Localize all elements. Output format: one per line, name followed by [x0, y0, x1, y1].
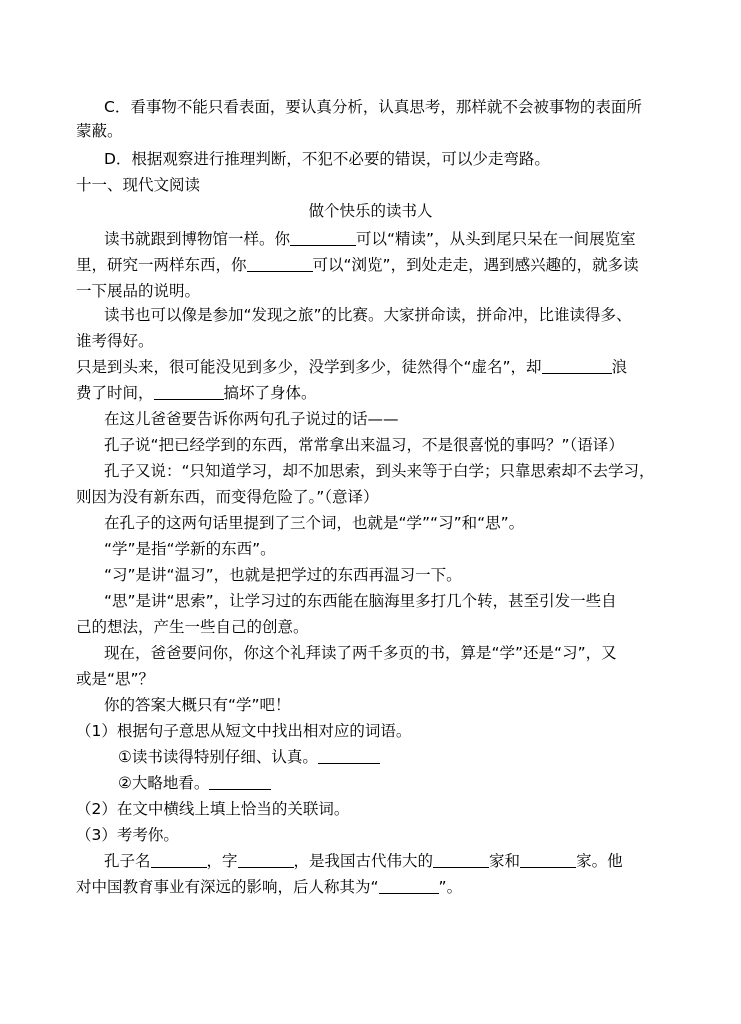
paragraph-4: 孔子说“把已经学到的东西，常常拿出来温习，不是很喜悦的事吗？”（语译）	[104, 436, 624, 454]
paragraph-8: “习”是讲“温习”，也就是把学过的东西再温习一下。	[104, 566, 462, 584]
option-c-line1: C．看事物不能只看表面，要认真分析，认真思考，那样就不会被事物的表面所	[104, 98, 642, 116]
question-3-stem: （3）考考你。	[76, 826, 179, 844]
paragraph-2-line2: 谁考得好。	[76, 332, 154, 350]
paragraph-5-line1: 孔子又说：“只知道学习，却不加思索，到头来等于白学；只靠思索却不去学习，	[104, 462, 655, 480]
blank-4[interactable]	[154, 383, 224, 400]
paragraph-10-line1: 现在，爸爸要问你，你这个礼拜读了两千多页的书，算是“学”还是“习”，又	[104, 644, 617, 662]
paragraph-2-line1: 读书也可以像是参加“发现之旅”的比赛。大家拼命读，拼命冲，比谁读得多、	[104, 306, 632, 324]
paragraph-2-line4: 费了时间， 搞坏了身体。	[76, 384, 317, 402]
article-title: 做个快乐的读书人	[308, 202, 433, 220]
paragraph-6: 在孔子的这两句话里提到了三个词，也就是“学”“习”和“思”。	[104, 514, 525, 532]
answer-blank-title[interactable]	[379, 877, 439, 894]
blank-2[interactable]	[247, 255, 313, 272]
section-heading: 十一、现代文阅读	[76, 176, 201, 194]
question-2: （2）在文中横线上填上恰当的关联词。	[76, 800, 350, 818]
paragraph-1-line2: 里，研究一两样东西，你 可以“浏览”，到处走走，遇到感兴趣的，就多读	[76, 256, 639, 274]
question-1-item-2: ②大略地看。	[118, 772, 271, 794]
paragraph-10-line2: 或是“思”？	[76, 670, 155, 688]
paragraph-2-line3: 只是到头来，很可能没见到多少，没学到多少，徒然得个“虚名”，却 浪	[76, 358, 628, 376]
paragraph-1-line1: 读书就跟到博物馆一样。你 可以“精读”，从头到尾只呆在一间展览室	[104, 230, 636, 248]
answer-blank-style[interactable]	[238, 851, 294, 868]
blank-3[interactable]	[542, 357, 612, 374]
paragraph-5-line2: 则因为没有新东西，而变得危险了。”（意译）	[76, 488, 379, 506]
question-1-item-1: ①读书读得特别仔细、认真。	[118, 746, 380, 768]
paragraph-9-line1: “思”是讲“思索”，让学习过的东西能在脑海里多打几个转，甚至引发一些自	[104, 592, 617, 610]
option-c-line2: 蒙蔽。	[76, 122, 123, 140]
answer-blank-name[interactable]	[151, 851, 207, 868]
blank-1[interactable]	[290, 229, 356, 246]
question-3-line2: 对中国教育事业有深远的影响，后人称其为“ ”。	[76, 878, 463, 896]
paragraph-3: 在这儿爸爸要告诉你两句孔子说过的话——	[104, 410, 399, 428]
answer-blank-role-2[interactable]	[520, 851, 576, 868]
question-1-stem: （1）根据句子意思从短文中找出相对应的词语。	[76, 722, 412, 740]
answer-blank-2[interactable]	[209, 773, 271, 790]
question-3-line1: 孔子名 ，字 ，是我国古代伟大的 家和 家。他	[104, 852, 623, 870]
paragraph-11: 你的答案大概只有“学”吧！	[104, 696, 291, 714]
option-d: D．根据观察进行推理判断，不犯不必要的错误，可以少走弯路。	[104, 150, 550, 168]
paragraph-7: “学”是指“学新的东西”。	[104, 540, 276, 558]
answer-blank-role-1[interactable]	[433, 851, 489, 868]
paragraph-1-line3: 一下展品的说明。	[76, 282, 201, 300]
answer-blank-1[interactable]	[318, 747, 380, 764]
paragraph-9-line2: 己的想法，产生一些自己的创意。	[76, 618, 309, 636]
